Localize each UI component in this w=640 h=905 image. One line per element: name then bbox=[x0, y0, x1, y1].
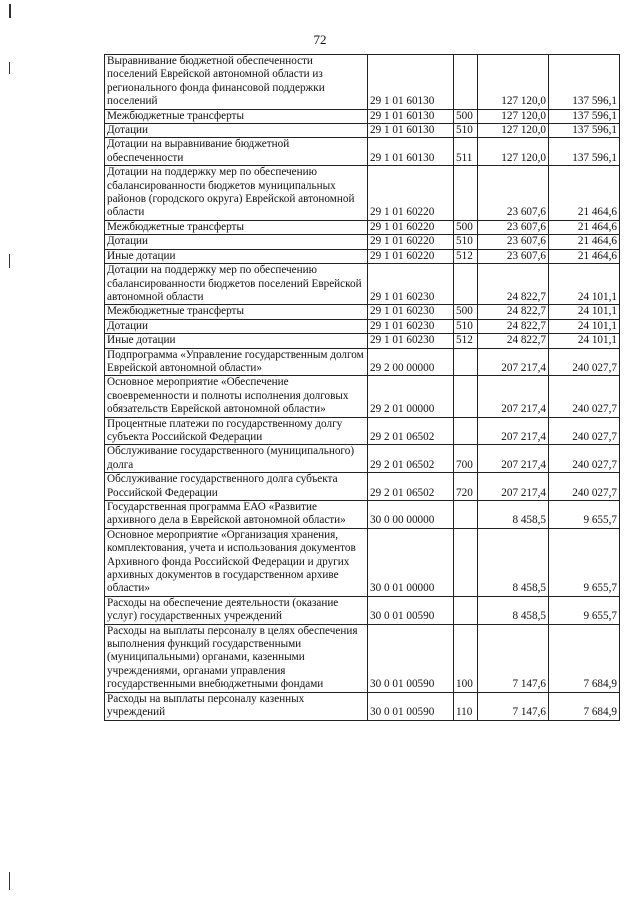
row-value-1-cell: 8 458,5 bbox=[478, 501, 549, 529]
row-value-2-cell: 24 101,1 bbox=[549, 305, 620, 319]
row-name-cell: Государственная программа ЕАО «Развитие архивного дела в Еврейской автономной области» bbox=[105, 501, 368, 529]
row-code-cell: 29 2 01 06502 bbox=[368, 473, 454, 501]
table-row bbox=[105, 692, 620, 720]
row-code-cell: 29 1 01 60130 bbox=[368, 109, 454, 123]
row-value-2-cell: 137 596,1 bbox=[549, 138, 620, 166]
row-name-cell: Межбюджетные трансферты bbox=[105, 220, 368, 234]
row-name-cell: Расходы на выплаты персоналу в целях обеспечения выполнения функций государственными (муниципальными) органами, казенными учреждениями, органами управления государственными внебюджетными фондами bbox=[105, 624, 368, 692]
row-value-2-cell: 9 655,7 bbox=[549, 528, 620, 596]
row-vr-cell bbox=[454, 501, 478, 529]
row-name-cell: Расходы на обеспечение деятельности (оказание услуг) государственных учреждений bbox=[105, 596, 368, 624]
row-vr-cell bbox=[454, 376, 478, 417]
table-row bbox=[105, 138, 620, 166]
row-value-2-cell: 9 655,7 bbox=[549, 596, 620, 624]
row-code-cell: 30 0 01 00590 bbox=[368, 692, 454, 720]
row-value-1-cell: 127 120,0 bbox=[478, 55, 549, 110]
row-name-cell: Выравнивание бюджетной обеспеченности поселений Еврейской автономной области из регионального фонда финансовой поддержки поселений bbox=[105, 55, 368, 110]
row-name-cell: Дотации на выравнивание бюджетной обеспеченности bbox=[105, 138, 368, 166]
row-value-1-cell: 24 822,7 bbox=[478, 264, 549, 305]
row-value-2-cell: 240 027,7 bbox=[549, 348, 620, 376]
row-value-1-cell: 127 120,0 bbox=[478, 109, 549, 123]
row-value-2-cell: 137 596,1 bbox=[549, 109, 620, 123]
row-name-cell: Дотации bbox=[105, 319, 368, 333]
table-row bbox=[105, 596, 620, 624]
row-code-cell: 29 1 01 60130 bbox=[368, 124, 454, 138]
row-value-1-cell: 24 822,7 bbox=[478, 334, 549, 348]
row-value-2-cell: 24 101,1 bbox=[549, 334, 620, 348]
row-value-2-cell: 21 464,6 bbox=[549, 166, 620, 221]
row-vr-cell: 720 bbox=[454, 473, 478, 501]
row-code-cell: 29 1 01 60230 bbox=[368, 305, 454, 319]
row-code-cell: 29 2 01 06502 bbox=[368, 417, 454, 445]
row-name-cell: Основное мероприятие «Организация хранения, комплектования, учета и использования документов Архивного фонда Российской Федерации и других архивных документов в государственном архиве области» bbox=[105, 528, 368, 596]
table-row bbox=[105, 166, 620, 221]
row-value-1-cell: 127 120,0 bbox=[478, 138, 549, 166]
table-row bbox=[105, 501, 620, 529]
table-row bbox=[105, 305, 620, 319]
scan-mark bbox=[9, 62, 10, 74]
table-row bbox=[105, 348, 620, 376]
row-vr-cell bbox=[454, 417, 478, 445]
row-value-1-cell: 207 217,4 bbox=[478, 417, 549, 445]
table-row bbox=[105, 124, 620, 138]
row-value-1-cell: 7 147,6 bbox=[478, 624, 549, 692]
row-vr-cell: 512 bbox=[454, 249, 478, 263]
page-number: 72 bbox=[313, 32, 327, 47]
scan-mark bbox=[9, 872, 10, 890]
row-value-2-cell: 240 027,7 bbox=[549, 445, 620, 473]
row-code-cell: 29 1 01 60220 bbox=[368, 220, 454, 234]
row-vr-cell bbox=[454, 55, 478, 110]
table-row bbox=[105, 249, 620, 263]
row-value-2-cell: 24 101,1 bbox=[549, 319, 620, 333]
row-value-1-cell: 23 607,6 bbox=[478, 220, 549, 234]
row-code-cell: 29 1 01 60230 bbox=[368, 319, 454, 333]
row-name-cell: Дотации bbox=[105, 235, 368, 249]
row-value-1-cell: 207 217,4 bbox=[478, 376, 549, 417]
row-name-cell: Межбюджетные трансферты bbox=[105, 109, 368, 123]
row-vr-cell: 510 bbox=[454, 319, 478, 333]
row-vr-cell bbox=[454, 528, 478, 596]
row-vr-cell: 110 bbox=[454, 692, 478, 720]
table-row bbox=[105, 264, 620, 305]
row-value-1-cell: 23 607,6 bbox=[478, 249, 549, 263]
row-code-cell: 29 1 01 60230 bbox=[368, 334, 454, 348]
row-code-cell: 30 0 01 00590 bbox=[368, 596, 454, 624]
row-code-cell: 29 1 01 60220 bbox=[368, 235, 454, 249]
row-name-cell: Подпрограмма «Управление государственным долгом Еврейской автономной области» bbox=[105, 348, 368, 376]
row-code-cell: 29 1 01 60220 bbox=[368, 166, 454, 221]
row-vr-cell bbox=[454, 596, 478, 624]
row-value-1-cell: 207 217,4 bbox=[478, 348, 549, 376]
budget-table bbox=[104, 54, 620, 721]
row-value-2-cell: 21 464,6 bbox=[549, 220, 620, 234]
row-code-cell: 30 0 01 00590 bbox=[368, 624, 454, 692]
row-name-cell: Дотации bbox=[105, 124, 368, 138]
row-name-cell: Обслуживание государственного (муниципального) долга bbox=[105, 445, 368, 473]
row-value-1-cell: 8 458,5 bbox=[478, 528, 549, 596]
row-name-cell: Дотации на поддержку мер по обеспечению сбалансированности бюджетов муниципальных районов (городского округа) Еврейской автономной области bbox=[105, 166, 368, 221]
row-value-1-cell: 207 217,4 bbox=[478, 445, 549, 473]
table-row bbox=[105, 334, 620, 348]
row-code-cell: 29 2 01 00000 bbox=[368, 376, 454, 417]
table-row bbox=[105, 473, 620, 501]
row-value-2-cell: 240 027,7 bbox=[549, 473, 620, 501]
row-vr-cell bbox=[454, 166, 478, 221]
row-value-1-cell: 8 458,5 bbox=[478, 596, 549, 624]
row-code-cell: 29 1 01 60130 bbox=[368, 55, 454, 110]
table-row bbox=[105, 624, 620, 692]
row-vr-cell: 500 bbox=[454, 305, 478, 319]
row-value-2-cell: 240 027,7 bbox=[549, 417, 620, 445]
row-value-2-cell: 7 684,9 bbox=[549, 692, 620, 720]
table-row bbox=[105, 109, 620, 123]
scan-mark bbox=[9, 254, 10, 268]
row-vr-cell bbox=[454, 348, 478, 376]
row-vr-cell: 510 bbox=[454, 124, 478, 138]
row-name-cell: Дотации на поддержку мер по обеспечению сбалансированности бюджетов поселений Еврейской автономной области bbox=[105, 264, 368, 305]
row-code-cell: 30 0 01 00000 bbox=[368, 528, 454, 596]
row-name-cell: Процентные платежи по государственному долгу субъекта Российской Федерации bbox=[105, 417, 368, 445]
row-value-1-cell: 127 120,0 bbox=[478, 124, 549, 138]
row-name-cell: Основное мероприятие «Обеспечение своевременности и полноты исполнения долговых обязательств Еврейской автономной области» bbox=[105, 376, 368, 417]
row-name-cell: Иные дотации bbox=[105, 334, 368, 348]
table-row bbox=[105, 235, 620, 249]
row-name-cell: Межбюджетные трансферты bbox=[105, 305, 368, 319]
table-row bbox=[105, 445, 620, 473]
row-vr-cell: 700 bbox=[454, 445, 478, 473]
row-value-2-cell: 7 684,9 bbox=[549, 624, 620, 692]
table-row bbox=[105, 417, 620, 445]
row-code-cell: 30 0 00 00000 bbox=[368, 501, 454, 529]
row-value-2-cell: 137 596,1 bbox=[549, 55, 620, 110]
row-vr-cell: 511 bbox=[454, 138, 478, 166]
row-vr-cell: 500 bbox=[454, 220, 478, 234]
row-value-1-cell: 23 607,6 bbox=[478, 166, 549, 221]
row-code-cell: 29 1 01 60230 bbox=[368, 264, 454, 305]
row-value-1-cell: 7 147,6 bbox=[478, 692, 549, 720]
table-row bbox=[105, 220, 620, 234]
budget-table-body bbox=[105, 55, 620, 721]
row-value-2-cell: 240 027,7 bbox=[549, 376, 620, 417]
row-value-1-cell: 24 822,7 bbox=[478, 305, 549, 319]
table-row bbox=[105, 55, 620, 110]
row-value-2-cell: 9 655,7 bbox=[549, 501, 620, 529]
table-row bbox=[105, 319, 620, 333]
row-value-2-cell: 137 596,1 bbox=[549, 124, 620, 138]
row-name-cell: Расходы на выплаты персоналу казенных учреждений bbox=[105, 692, 368, 720]
row-name-cell: Иные дотации bbox=[105, 249, 368, 263]
row-code-cell: 29 1 01 60220 bbox=[368, 249, 454, 263]
row-value-1-cell: 24 822,7 bbox=[478, 319, 549, 333]
row-vr-cell bbox=[454, 264, 478, 305]
table-row bbox=[105, 528, 620, 596]
row-code-cell: 29 1 01 60130 bbox=[368, 138, 454, 166]
row-code-cell: 29 2 00 00000 bbox=[368, 348, 454, 376]
row-value-2-cell: 21 464,6 bbox=[549, 249, 620, 263]
row-vr-cell: 512 bbox=[454, 334, 478, 348]
row-name-cell: Обслуживание государственного долга субъекта Российской Федерации bbox=[105, 473, 368, 501]
row-vr-cell: 510 bbox=[454, 235, 478, 249]
row-value-2-cell: 21 464,6 bbox=[549, 235, 620, 249]
row-vr-cell: 100 bbox=[454, 624, 478, 692]
row-value-1-cell: 207 217,4 bbox=[478, 473, 549, 501]
row-value-1-cell: 23 607,6 bbox=[478, 235, 549, 249]
row-code-cell: 29 2 01 06502 bbox=[368, 445, 454, 473]
scan-mark bbox=[9, 4, 11, 18]
table-row bbox=[105, 376, 620, 417]
row-value-2-cell: 24 101,1 bbox=[549, 264, 620, 305]
row-vr-cell: 500 bbox=[454, 109, 478, 123]
